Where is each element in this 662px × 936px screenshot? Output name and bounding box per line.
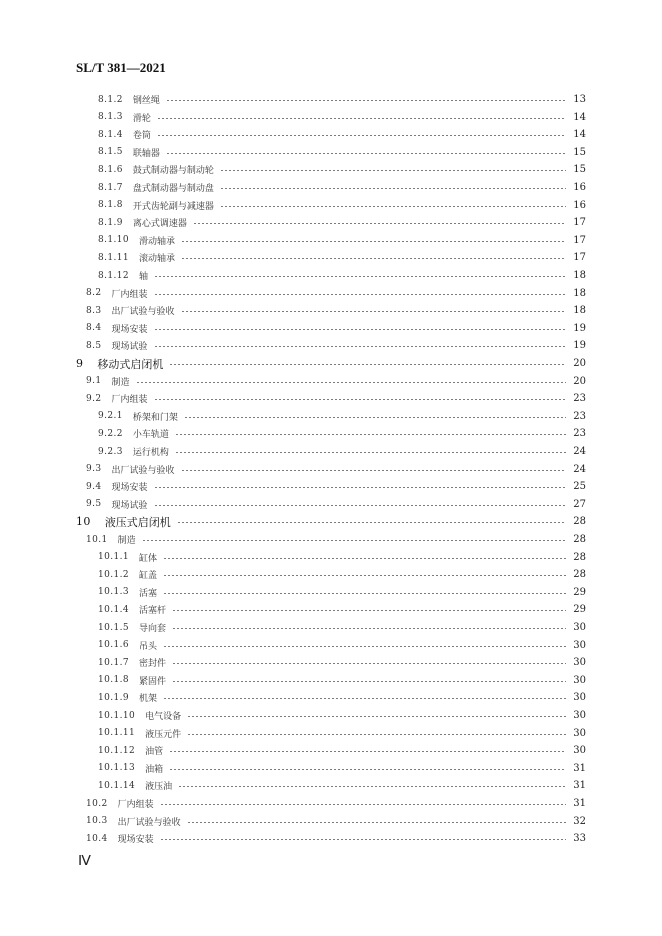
toc-entry-title: 吊头 xyxy=(139,641,158,652)
toc-entry-title: 滚动轴承 xyxy=(139,254,176,265)
toc-entry[interactable] xyxy=(86,302,586,319)
toc-entry-title: 开式齿轮副与减速器 xyxy=(132,201,214,212)
toc-entry-page: 20 xyxy=(573,358,586,369)
leader-dots xyxy=(172,681,566,682)
toc-entry-page: 18 xyxy=(573,270,586,281)
toc-entry-number: 10.1.2 xyxy=(98,569,130,580)
leader-dots xyxy=(163,575,566,576)
toc-entry-page: 19 xyxy=(573,340,586,352)
toc-entry-title: 桥架和门架 xyxy=(132,412,178,423)
toc-entry-number: 8.2 xyxy=(86,288,102,299)
toc-entry-title: 卷筒 xyxy=(132,131,151,142)
toc-entry[interactable] xyxy=(86,390,586,407)
leader-dots xyxy=(163,593,566,594)
toc-entry-title: 紧固件 xyxy=(139,676,167,687)
toc-entry-page: 33 xyxy=(573,833,586,845)
toc-entry-title: 厂内组装 xyxy=(117,800,154,810)
toc-entry-page: 24 xyxy=(573,446,586,457)
toc-entry-title: 出厂试验与验收 xyxy=(111,465,175,476)
toc-entry-title: 滑动轴承 xyxy=(139,236,176,247)
leader-dots xyxy=(220,206,566,207)
toc-entry[interactable] xyxy=(98,214,586,231)
toc-entry[interactable] xyxy=(86,496,586,513)
toc-entry[interactable] xyxy=(98,654,586,671)
leader-dots xyxy=(169,364,566,365)
toc-entry[interactable] xyxy=(98,232,586,249)
toc-entry-number: 10.2 xyxy=(86,798,108,809)
toc-entry-title: 现场安装 xyxy=(111,483,148,494)
toc-entry-number: 8.1.8 xyxy=(98,200,123,211)
leader-dots xyxy=(187,822,566,823)
toc-entry[interactable] xyxy=(76,513,586,530)
toc-entry-page: 30 xyxy=(573,622,586,633)
toc-entry[interactable] xyxy=(86,813,586,830)
toc-entry[interactable] xyxy=(98,725,586,742)
leader-dots xyxy=(169,769,566,770)
toc-entry-number: 8.1.2 xyxy=(98,94,123,105)
toc-entry-page: 15 xyxy=(573,164,586,176)
toc-entry-number: 9.2.2 xyxy=(98,428,123,439)
toc-entry-title: 联轴器 xyxy=(132,148,160,159)
toc-entry-page: 29 xyxy=(573,604,586,616)
toc-entry[interactable] xyxy=(98,197,586,214)
leader-dots xyxy=(136,382,566,383)
toc-entry-title: 机架 xyxy=(139,694,158,705)
toc-entry-page: 16 xyxy=(573,199,586,211)
toc-entry-page: 30 xyxy=(573,657,586,669)
toc-entry-number: 10.1.5 xyxy=(98,622,130,633)
leader-dots xyxy=(142,540,566,541)
toc-entry-page: 30 xyxy=(573,710,586,721)
toc-entry[interactable] xyxy=(86,337,586,354)
toc-entry-number: 8.1.4 xyxy=(98,129,123,140)
toc-entry-title: 运行机构 xyxy=(132,448,169,458)
toc-entry[interactable] xyxy=(98,109,586,126)
toc-entry[interactable] xyxy=(98,267,586,284)
toc-entry-page: 23 xyxy=(573,393,586,405)
toc-entry[interactable] xyxy=(98,601,586,618)
toc-entry-number: 10.1.7 xyxy=(98,657,130,668)
leader-dots xyxy=(181,258,566,259)
toc-entry[interactable] xyxy=(98,91,586,108)
toc-entry-number: 8.1.12 xyxy=(98,270,130,281)
toc-entry-title: 密封件 xyxy=(139,659,167,670)
toc-entry-page: 28 xyxy=(573,569,586,581)
toc-entry[interactable] xyxy=(98,707,586,724)
toc-entry-page: 13 xyxy=(573,94,586,105)
leader-dots xyxy=(154,329,566,330)
toc-entry-number: 8.4 xyxy=(86,323,102,334)
toc-entry-number: 8.3 xyxy=(86,305,102,316)
toc-entry-title: 出厂试验与验收 xyxy=(111,307,175,318)
toc-entry-title: 现场安装 xyxy=(111,324,148,335)
toc-entry[interactable] xyxy=(98,161,586,178)
leader-dots xyxy=(157,135,566,136)
toc-entry-number: 10.1.10 xyxy=(98,710,136,721)
toc-entry-page: 18 xyxy=(573,287,586,299)
toc-entry-page: 30 xyxy=(573,692,586,704)
leader-dots xyxy=(163,646,566,647)
toc-entry-title: 制造 xyxy=(117,536,136,546)
toc-entry-page: 31 xyxy=(573,798,586,809)
toc-entry-number: 8.1.3 xyxy=(98,112,123,123)
toc-entry-page: 30 xyxy=(573,727,586,739)
toc-entry-page: 28 xyxy=(573,551,586,563)
toc-entry[interactable] xyxy=(98,549,586,566)
toc-entry-number: 10.1.12 xyxy=(98,745,136,756)
toc-entry[interactable] xyxy=(98,126,586,143)
toc-entry-page: 29 xyxy=(573,586,586,598)
toc-entry-number: 9.5 xyxy=(86,499,102,510)
leader-dots xyxy=(187,734,566,735)
toc-entry-number: 10.1.8 xyxy=(98,675,130,686)
page-number: Ⅳ xyxy=(78,854,91,869)
toc-entry-number: 10 xyxy=(76,515,91,529)
leader-dots xyxy=(175,452,566,453)
toc-entry[interactable] xyxy=(98,619,586,636)
leader-dots xyxy=(172,628,566,629)
leader-dots xyxy=(166,100,566,101)
toc-entry-number: 10.4 xyxy=(86,833,108,844)
leader-dots xyxy=(178,786,566,787)
toc-entry-title: 油管 xyxy=(145,747,164,758)
toc-entry-title: 活塞 xyxy=(139,588,158,599)
toc-entry[interactable] xyxy=(98,760,586,777)
toc-entry-title: 滑轮 xyxy=(132,113,151,124)
leader-dots xyxy=(181,470,566,471)
toc-entry-page: 30 xyxy=(573,745,586,757)
toc-entry[interactable] xyxy=(98,425,586,442)
toc-entry-page: 20 xyxy=(573,375,586,387)
toc-entry-title: 轴 xyxy=(139,272,149,282)
toc-entry-title: 导向套 xyxy=(139,624,167,634)
toc-entry-page: 14 xyxy=(573,129,586,141)
toc-entry[interactable] xyxy=(98,689,586,706)
toc-entry-page: 28 xyxy=(573,534,586,545)
toc-entry-page: 17 xyxy=(573,217,586,229)
toc-entry-page: 24 xyxy=(573,463,586,475)
toc-entry-page: 30 xyxy=(573,674,586,686)
leader-dots xyxy=(160,804,566,805)
toc-entry-number: 10.1.1 xyxy=(98,552,130,563)
toc-entry-page: 25 xyxy=(573,481,586,493)
leader-dots xyxy=(175,434,566,435)
leader-dots xyxy=(154,346,566,347)
toc-entry-number: 9.1 xyxy=(86,376,102,387)
toc-entry-title: 厂内组装 xyxy=(111,395,148,406)
leader-dots xyxy=(172,663,566,664)
toc-entry-number: 9.4 xyxy=(86,481,102,492)
toc-entry-title: 钢丝绳 xyxy=(132,96,160,106)
toc-entry-number: 10.1.9 xyxy=(98,692,130,703)
toc-entry-number: 9.3 xyxy=(86,464,102,475)
toc-entry[interactable] xyxy=(98,144,586,161)
toc-entry-page: 16 xyxy=(573,182,586,193)
leader-dots xyxy=(184,417,566,418)
toc-entry-number: 10.1.14 xyxy=(98,780,136,791)
toc-entry-number: 10.1.13 xyxy=(98,763,136,774)
toc-entry-page: 31 xyxy=(573,780,586,792)
toc-entry-page: 23 xyxy=(573,410,586,422)
leader-dots xyxy=(187,716,566,717)
toc-entry-number: 9 xyxy=(76,357,84,370)
toc-entry-title: 液压油 xyxy=(145,782,173,793)
toc-entry-number: 9.2.1 xyxy=(98,411,123,422)
toc-entry-number: 10.1.4 xyxy=(98,604,130,615)
toc-entry-page: 19 xyxy=(573,322,586,334)
toc-entry-title: 小车轨道 xyxy=(132,430,169,441)
toc-entry-title: 现场试验 xyxy=(111,342,148,353)
toc-entry[interactable] xyxy=(98,443,586,460)
toc-entry-number: 8.1.10 xyxy=(98,235,130,246)
toc-entry-number: 8.1.9 xyxy=(98,217,123,228)
toc-entry-number: 8.5 xyxy=(86,340,102,351)
toc-entry-number: 10.1.6 xyxy=(98,640,130,651)
leader-dots xyxy=(154,294,566,295)
leader-dots xyxy=(154,487,566,488)
toc-entry-title: 缸盖 xyxy=(139,571,158,582)
toc-entry-title: 现场安装 xyxy=(117,835,154,846)
leader-dots xyxy=(172,610,566,611)
toc-entry[interactable] xyxy=(98,249,586,266)
toc-entry[interactable] xyxy=(86,830,586,847)
toc-entry[interactable] xyxy=(98,777,586,794)
document-code: SL/T 381—2021 xyxy=(76,60,166,75)
toc-entry[interactable] xyxy=(98,584,586,601)
toc-entry[interactable] xyxy=(98,179,586,196)
leader-dots xyxy=(220,188,566,189)
toc-entry[interactable] xyxy=(98,742,586,759)
toc-entry-number: 9.2.3 xyxy=(98,446,123,457)
toc-entry-number: 8.1.6 xyxy=(98,164,123,175)
toc-entry[interactable] xyxy=(98,672,586,689)
toc-entry-page: 17 xyxy=(573,234,586,246)
toc-entry-number: 8.1.5 xyxy=(98,147,123,158)
toc-entry[interactable] xyxy=(86,285,586,302)
toc-entry[interactable] xyxy=(86,795,586,812)
toc-entry-page: 18 xyxy=(573,305,586,317)
toc-entry[interactable] xyxy=(98,408,586,425)
toc-entry[interactable] xyxy=(98,637,586,654)
toc-entry[interactable] xyxy=(86,320,586,337)
toc-entry-title: 现场试验 xyxy=(111,500,148,511)
toc-entry-title: 缸体 xyxy=(139,553,158,564)
leader-dots xyxy=(193,223,566,224)
toc-entry-number: 8.1.7 xyxy=(98,182,123,193)
toc-entry-title: 电气设备 xyxy=(145,712,182,722)
toc-entry-number: 10.1 xyxy=(86,534,108,545)
toc-entry[interactable] xyxy=(98,566,586,583)
leader-dots xyxy=(163,558,566,559)
toc-entry-page: 28 xyxy=(573,516,586,528)
toc-entry-title: 离心式调速器 xyxy=(132,219,187,230)
toc-entry-page: 32 xyxy=(573,815,586,827)
toc-entry-title: 油箱 xyxy=(145,764,164,775)
toc-entry-number: 9.2 xyxy=(86,393,102,404)
toc-entry-page: 15 xyxy=(573,146,586,158)
toc-entry-number: 10.3 xyxy=(86,816,108,827)
toc-entry[interactable] xyxy=(76,355,586,372)
leader-dots xyxy=(154,276,566,277)
leader-dots xyxy=(160,839,566,840)
toc-entry[interactable] xyxy=(86,461,586,478)
leader-dots xyxy=(177,522,566,523)
toc-entry-title: 厂内组装 xyxy=(111,289,148,300)
toc-entry-number: 10.1.11 xyxy=(98,728,136,739)
toc-entry-number: 10.1.3 xyxy=(98,587,130,598)
toc-entry-title: 液压式启闭机 xyxy=(104,515,171,529)
toc-entry-title: 移动式启闭机 xyxy=(97,357,164,371)
toc-entry-page: 30 xyxy=(573,639,586,651)
toc-entry-page: 17 xyxy=(573,252,586,264)
toc-entry-title: 活塞杆 xyxy=(139,606,167,617)
leader-dots xyxy=(181,241,566,242)
toc-entry-title: 盘式制动器与制动盘 xyxy=(132,184,214,194)
toc-entry-title: 出厂试验与验收 xyxy=(117,817,181,828)
toc-entry[interactable] xyxy=(86,373,586,390)
leader-dots xyxy=(220,170,566,171)
leader-dots xyxy=(157,118,566,119)
leader-dots xyxy=(181,311,566,312)
toc-entry-page: 14 xyxy=(573,111,586,123)
toc-entry[interactable] xyxy=(86,531,586,548)
toc-entry-title: 液压元件 xyxy=(145,729,182,740)
toc-entry-number: 8.1.11 xyxy=(98,252,130,263)
leader-dots xyxy=(166,153,566,154)
leader-dots xyxy=(154,399,566,400)
toc-entry-page: 23 xyxy=(573,428,586,440)
leader-dots xyxy=(163,698,566,699)
toc-entry-title: 鼓式制动器与制动轮 xyxy=(132,166,214,177)
toc-entry-page: 27 xyxy=(573,498,586,510)
toc-entry[interactable] xyxy=(86,478,586,495)
leader-dots xyxy=(169,751,566,752)
toc-entry-page: 31 xyxy=(573,762,586,774)
toc-entry-title: 制造 xyxy=(111,377,130,388)
leader-dots xyxy=(154,505,566,506)
